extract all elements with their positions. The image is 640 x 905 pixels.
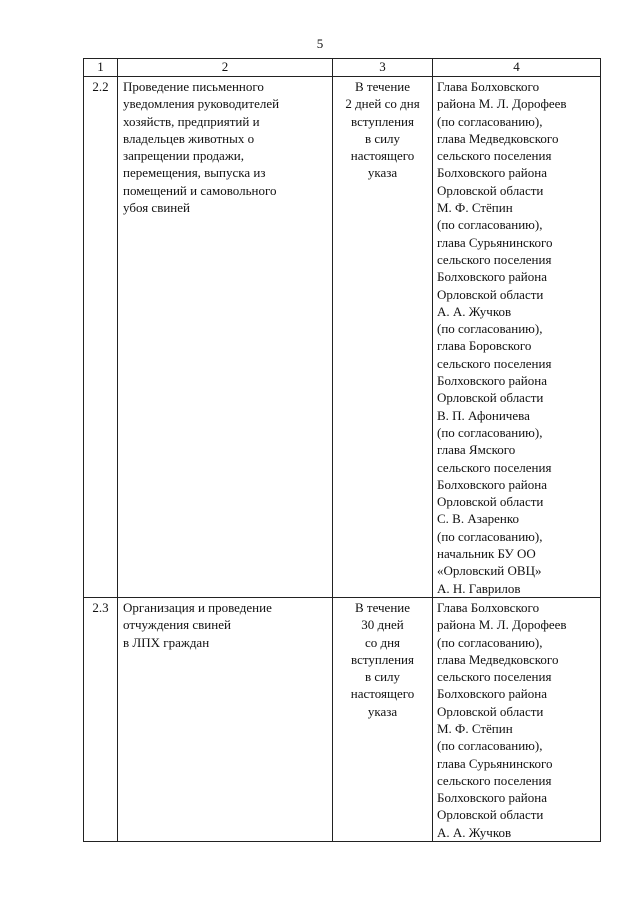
responsible-cell-line: Глава Болховского [437,79,540,94]
responsible-cell-line: (по согласованию), [437,424,543,440]
responsible-cell [433,597,601,841]
measures-table [83,58,601,842]
responsible-cell-line: (по согласованию), [437,217,543,233]
responsible-cell-line: Болховского района [437,269,547,285]
responsible-cell-line: глава Боровского [437,338,532,354]
responsible-cell-line: А. А. Жучков [437,824,512,840]
responsible-cell-line: Орловской области [437,494,544,510]
responsible-cell-line: Болховского района [437,373,547,389]
responsible-cell-line: Орловской области [437,182,544,198]
responsible-cell-line: (по согласованию), [437,738,543,754]
action-cell-line: убоя свиней [123,200,190,216]
action-cell [118,597,333,841]
responsible-cell-line: М. Ф. Стёпин [437,720,513,736]
action-cell-line: уведомления руководителей [123,96,280,112]
responsible-cell-line: (по согласованию), [437,113,543,129]
responsible-cell-line: Орловской области [437,286,544,302]
responsible-cell-line: глава Сурьянинского [437,755,553,771]
responsible-cell-line: глава Сурьянинского [437,234,553,250]
responsible-cell-line: сельского поселения [437,355,552,371]
responsible-cell-line: Болховского района [437,790,547,806]
term-cell [333,77,433,598]
responsible-cell-line: В. П. Афоничева [437,407,530,423]
term-cell-line: указа [367,703,398,719]
responsible-cell-line: (по согласованию), [437,321,543,337]
term-cell-line: 2 дней со дня [345,96,420,112]
action-cell-line: в ЛПХ граждан [123,634,210,650]
action-cell-line: помещений и самовольного [123,182,277,198]
header-row [84,59,601,77]
responsible-cell-line: глава Ямского [437,442,516,458]
term-cell [333,597,433,841]
responsible-cell-line: района М. Л. Дорофеев [437,96,567,112]
action-cell-line: Организация и проведение [123,599,272,615]
term-cell-line: указа [367,165,398,181]
term-cell-line: В течение [354,79,411,94]
action-cell-line: хозяйств, предприятий и [123,113,260,129]
item-number: 2.2 [84,77,118,598]
action-cell-line: перемещения, выпуска из [123,165,266,181]
term-cell-line: вступления [351,113,414,129]
action-cell [118,77,333,598]
column-header-3: 3 [333,59,433,77]
term-cell-line: со дня [364,634,401,650]
column-header-4: 4 [433,59,601,77]
term-cell-line: В течение [354,599,411,615]
table-row [84,597,601,841]
responsible-cell-line: глава Медведковского [437,130,559,146]
responsible-cell-line: М. Ф. Стёпин [437,200,513,216]
responsible-cell [433,77,601,598]
responsible-cell-line: начальник БУ ОО [437,546,536,562]
responsible-cell-line: (по согласованию), [437,528,543,544]
term-cell-line: в силу [364,130,401,146]
term-cell-line: 30 дней [361,617,404,633]
action-cell-line: запрещении продажи, [123,148,245,164]
action-cell-line: отчуждения свиней [123,617,231,633]
action-cell-line: владельцев животных о [123,130,255,146]
responsible-cell-line: сельского поселения [437,669,552,685]
responsible-cell-line: сельского поселения [437,459,552,475]
item-number: 2.3 [84,597,118,841]
page-number: 5 [316,36,324,51]
responsible-cell-line: «Орловский ОВЦ» [437,563,542,579]
responsible-cell-line: Болховского района [437,476,547,492]
responsible-cell-line: Орловской области [437,390,544,406]
responsible-cell-line: сельского поселения [437,772,552,788]
responsible-cell-line: А. А. Жучков [437,303,512,319]
responsible-cell-line: (по согласованию), [437,634,543,650]
responsible-cell-line: Глава Болховского [437,599,540,615]
responsible-cell-line: Болховского района [437,165,547,181]
responsible-cell-line: С. В. Азаренко [437,511,520,527]
term-cell-line: настоящего [350,148,415,164]
action-cell-line: Проведение письменного [123,79,264,94]
responsible-cell-line: Болховского района [437,686,547,702]
responsible-cell-line: Орловской области [437,703,544,719]
column-header-2: 2 [118,59,333,77]
table-row [84,77,601,598]
column-header-1: 1 [84,59,118,77]
term-cell-line: вступления [351,651,414,667]
responsible-cell-line: района М. Л. Дорофеев [437,617,567,633]
term-cell-line: в силу [364,669,401,685]
responsible-cell-line: сельского поселения [437,148,552,164]
responsible-cell-line: А. Н. Гаврилов [437,580,521,596]
term-cell-line: настоящего [350,686,415,702]
responsible-cell-line: сельского поселения [437,251,552,267]
responsible-cell-line: Орловской области [437,807,544,823]
responsible-cell-line: глава Медведковского [437,651,559,667]
